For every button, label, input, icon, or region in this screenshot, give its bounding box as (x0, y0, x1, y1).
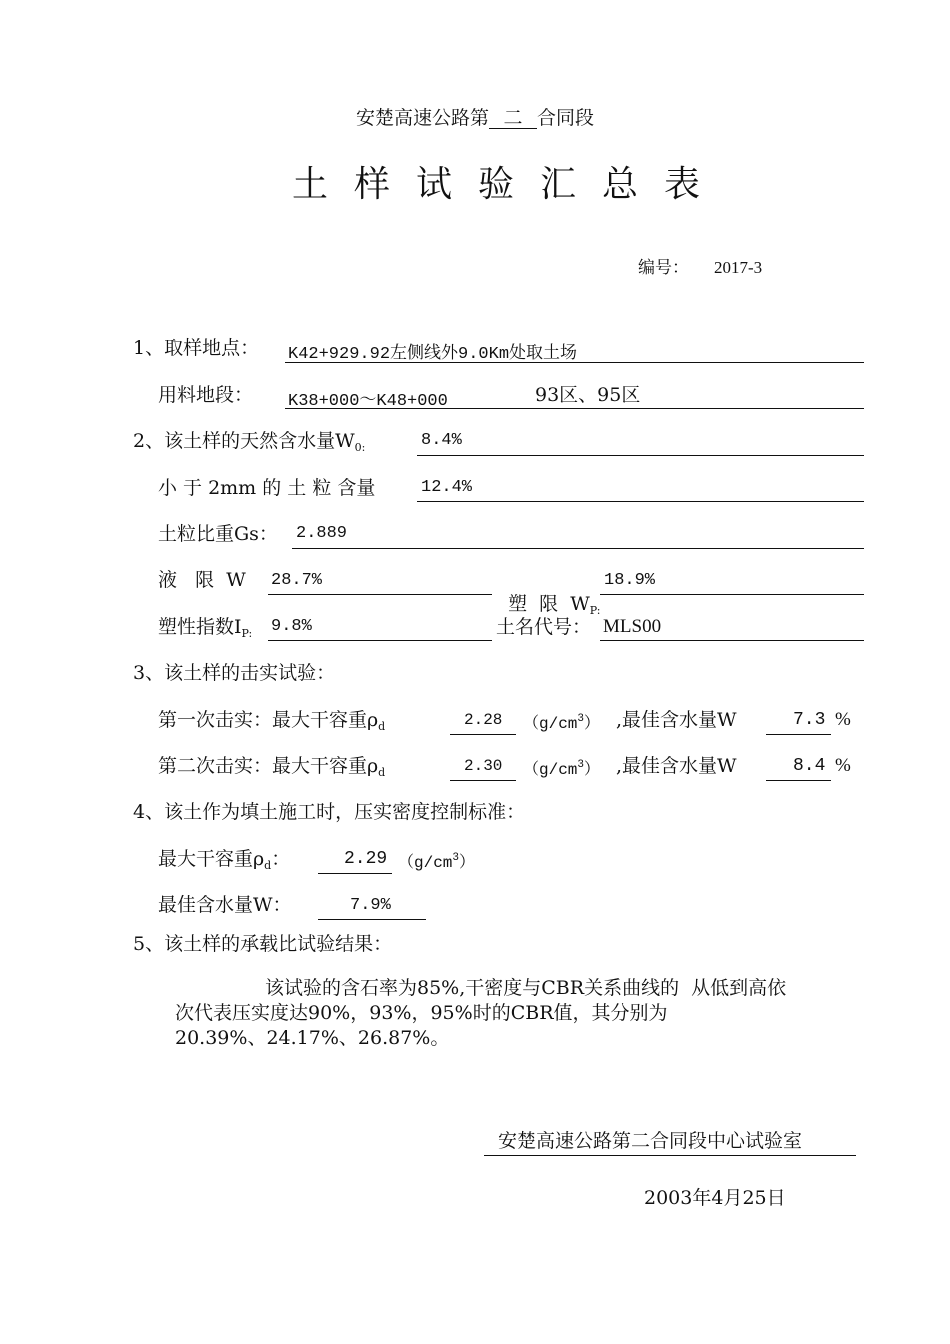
first-density-underline (450, 734, 516, 735)
first-optimum-moisture-value: 7.3 (793, 710, 826, 730)
first-optimum-moisture-label: ,最佳含水量W (616, 709, 737, 731)
serial-label: 编号： (638, 258, 689, 278)
control-moisture-value: 7.9% (350, 896, 391, 915)
compaction-heading: 3、该土样的击实试验： (133, 662, 336, 684)
specific-gravity-underline (292, 548, 864, 549)
fill-standard-heading: 4、该土作为填土施工时，压实密度控制标准： (133, 801, 526, 823)
lab-name-underline (484, 1155, 856, 1156)
control-density-unit: $(g/cm^3)$ (398, 852, 476, 872)
first-moisture-underline (766, 734, 831, 735)
liquid-limit-underline (268, 594, 492, 595)
first-density-value: 2.28 (464, 711, 503, 729)
fine-particle-value: 12.4% (421, 478, 473, 497)
section-number: 二 (489, 108, 537, 129)
natural-moisture-label: 2、该土样的天然含水量$W_{0:}$ (133, 430, 366, 454)
specific-gravity-label: 土粒比重Gs： (158, 523, 278, 545)
control-density-value: 2.29 (344, 849, 388, 869)
soil-code-value: MLS00 (603, 616, 662, 637)
control-moisture-label: 最佳含水量W： (158, 894, 292, 916)
specific-gravity-value: 2.889 (296, 524, 348, 543)
fine-particle-underline (417, 501, 864, 502)
second-optimum-moisture-label: ,最佳含水量W (616, 755, 737, 777)
sampling-location-label: 1、取样地点： (133, 337, 260, 359)
material-segment-underline (285, 408, 864, 409)
second-density-unit: $(g/cm^3)$ (523, 759, 601, 779)
cbr-heading: 5、该土样的承载比试验结果： (133, 933, 393, 955)
section-suffix: 合同段 (537, 107, 595, 129)
natural-moisture-value: 8.4% (421, 431, 462, 450)
cbr-result-line-3: 20.39%、24.17%、26.87%。 (175, 1027, 450, 1049)
soil-code-label: 土名代号： (496, 616, 592, 638)
plasticity-index-label: 塑性指数$I_{P:}$ (158, 616, 253, 640)
plastic-limit-label: 塑 限 $W_{P:}$ (508, 593, 601, 617)
control-moisture-underline (318, 919, 426, 920)
material-segment-label: 用料地段： (158, 384, 254, 406)
serial-value: 2017-3 (714, 258, 763, 277)
plastic-limit-value: 18.9% (604, 571, 656, 590)
section-prefix: 安楚高速公路第 (355, 107, 489, 129)
plastic-limit-underline (600, 594, 864, 595)
first-moisture-percent: % (835, 709, 851, 730)
control-density-underline (318, 873, 392, 874)
sampling-location-underline (285, 362, 864, 363)
second-moisture-percent: % (835, 755, 851, 776)
report-date: 2003年4月25日 (644, 1187, 786, 1209)
cbr-result-line-2: 次代表压实度达90%，93%，95%时的CBR值，其分别为 (175, 1002, 668, 1024)
page-title: 土样试验汇总表 (292, 164, 727, 205)
plasticity-index-underline (268, 640, 492, 641)
sampling-location-value: K42+929.92左侧线外9.0Km处取土场 (288, 345, 578, 364)
plasticity-index-value: 9.8% (271, 617, 312, 636)
first-compaction-label: 第一次击实：最大干容重$\rho_d$ (158, 709, 386, 733)
cbr-result-line-1: 该试验的含石率为85%,干密度与CBR关系曲线的 从低到高依 (265, 977, 787, 999)
material-segment-value: K38+000～K48+000 (288, 392, 448, 411)
contract-section-line (0, 106, 950, 130)
soil-code-underline (600, 640, 864, 641)
second-compaction-label: 第二次击实：最大干容重$\rho_d$ (158, 755, 386, 779)
control-density-label: 最大干容重$\rho_d$： (158, 848, 291, 872)
second-density-value: 2.30 (464, 757, 503, 775)
fine-particle-label: 小 于 2mm 的 土 粒 含量 (158, 477, 376, 499)
lab-name: 安楚高速公路第二合同段中心试验室 (498, 1130, 803, 1152)
second-moisture-underline (766, 780, 831, 781)
second-density-underline (450, 780, 516, 781)
first-density-unit: $(g/cm^3)$ (523, 713, 601, 733)
natural-moisture-underline (417, 455, 864, 456)
liquid-limit-value: 28.7% (271, 571, 323, 590)
second-optimum-moisture-value: 8.4 (793, 756, 826, 776)
liquid-limit-label: 液 限 W (158, 569, 246, 591)
material-segment-zone: 93区、95区 (535, 384, 641, 406)
